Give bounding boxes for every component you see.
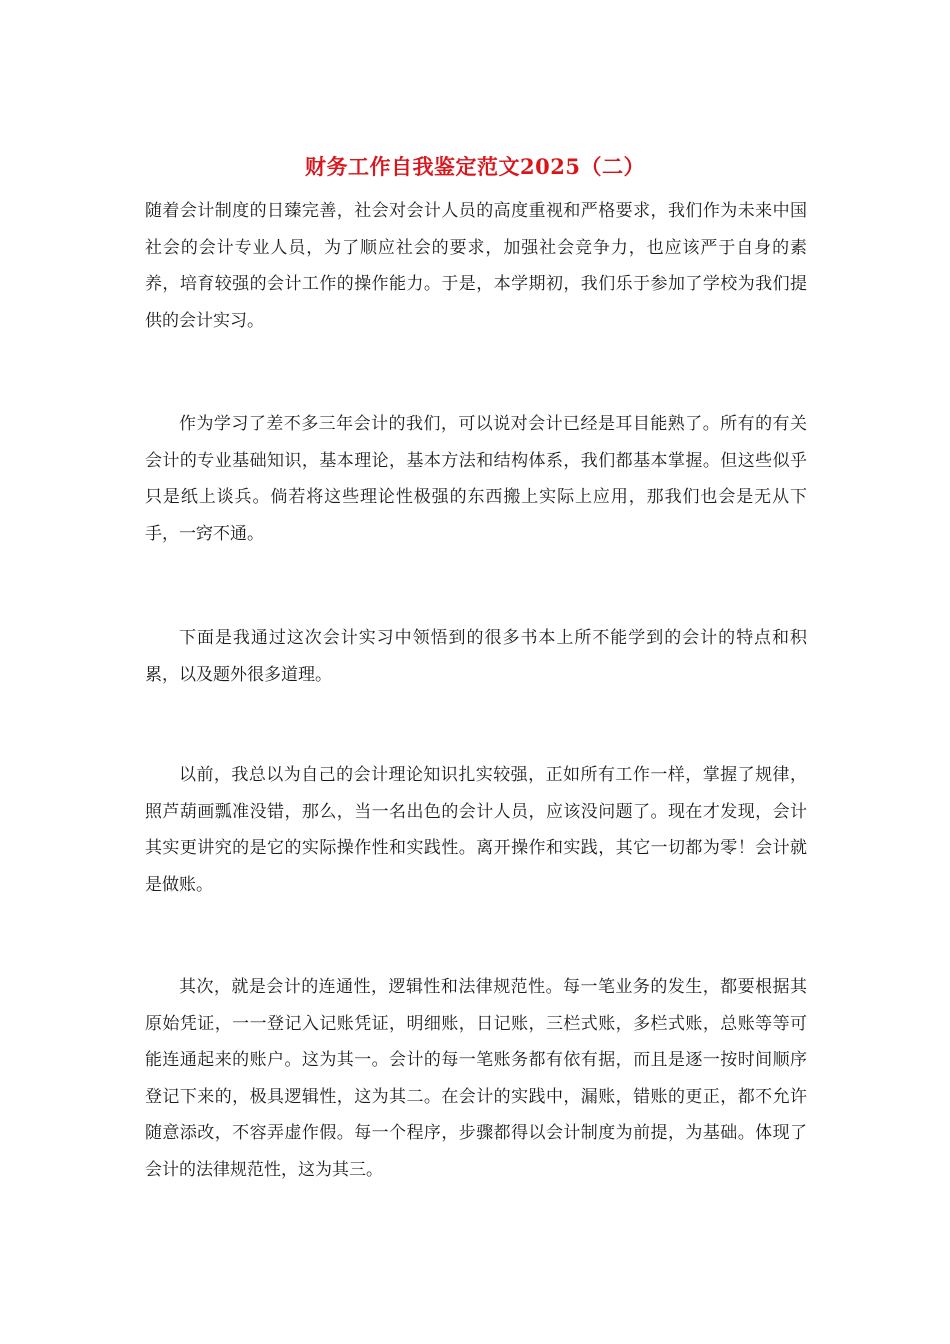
paragraph-connectivity: 其次，就是会计的连通性，逻辑性和法律规范性。每一笔业务的发生，都要根据其原始凭证，一一登记入记账凭证，明细账，日记账，三栏式账，多栏式账，总账等等可能连通起来的账户。这为其一。会计的每一笔账务都有依有据，而且是逐一按时间顺序登记下来的，极具逻辑性，这为其二。在会计的实践中，漏账，错账的更正，都不允许随意添改，不容弄虚作假。每一个程序，步骤都得以会计制度为前提，为基础。体现了会计的法律规范性，这为其三。 <box>145 977 807 1180</box>
document-title: 财务工作自我鉴定范文2025（二） <box>305 154 645 179</box>
paragraph-theory: 作为学习了差不多三年会计的我们，可以说对会计已经是耳目能熟了。所有的有关会计的专业基础知识，基本理论，基本方法和结构体系，我们都基本掌握。但这些似乎只是纸上谈兵。倘若将这些理论性极强的东西搬上实际上应用，那我们也会是无从下手，一窍不通。 <box>145 414 807 544</box>
paragraph-intro: 随着会计制度的日臻完善，社会对会计人员的高度重视和严格要求，我们作为未来中国社会的会计专业人员，为了顺应社会的要求，加强社会竞争力，也应该严于自身的素养，培育较强的会计工作的操作能力。于是，本学期初，我们乐于参加了学校为我们提供的会计实习。 <box>145 201 807 331</box>
paragraph-lessons: 下面是我通过这次会计实习中领悟到的很多书本上所不能学到的会计的特点和积累，以及题外很多道理。 <box>145 628 807 685</box>
paragraph-practice: 以前，我总以为自己的会计理论知识扎实较强，正如所有工作一样，掌握了规律，照芦葫画瓢准没错，那么，当一名出色的会计人员，应该没问题了。现在才发现，会计其实更讲究的是它的实际操作性和实践性。离开操作和实践，其它一切都为零！会计就是做账。 <box>145 765 807 895</box>
